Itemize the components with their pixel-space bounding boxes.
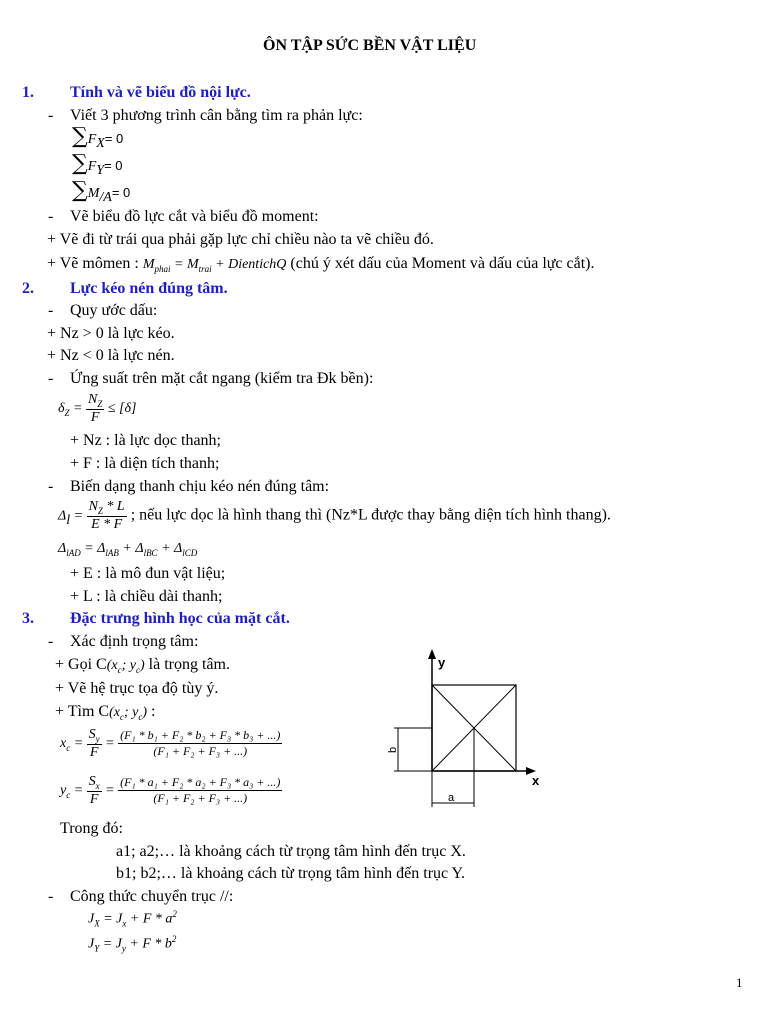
dash: - <box>48 107 54 124</box>
total-deformation-formula: $\Delta_{lAD} = \Delta_{lAB} + \Delta_{lBC} + \Delta_{lCD}$ <box>58 541 198 558</box>
stress-formula: $\delta_Z$ = $\frac{N_Z}{F}$ ≤ [δ] <box>58 392 137 425</box>
text-line: + Vẽ đi từ trái qua phải gặp lực chỉ chiều nào ta vẽ chiều đó. <box>47 231 434 248</box>
dimension-b-label: b <box>387 746 399 753</box>
page-title: ÔN TẬP SỨC BỀN VẬT LIỆU <box>263 37 477 54</box>
text-line: Vẽ biểu đồ lực cắt và biểu đồ moment: <box>70 208 319 225</box>
section-2-heading <box>22 280 422 300</box>
jy-formula: $J_Y = J_y + F * b^2$ <box>88 934 177 954</box>
text-line: b1; b2;… là khoảng cách từ trọng tâm hình đến trục Y. <box>116 865 466 882</box>
text-line: Quy ước dấu: <box>70 302 158 319</box>
text-line: + Vẽ hệ trục tọa độ tùy ý. <box>55 680 219 697</box>
section-title: Đặc trưng hình học của mặt cắt. <box>70 610 290 627</box>
equation-sum-fx: $\sum F_X= 0$ <box>72 124 124 152</box>
dash: - <box>48 208 54 225</box>
text-line: a1; a2;… là khoảng cách từ trọng tâm hình đến trục X. <box>116 843 466 860</box>
section-number: 1. <box>22 84 34 101</box>
page-number: 1 <box>736 975 743 990</box>
deformation-formula: $\Delta_l$ = $\frac{N_Z * L}{E * F}$ ; nếu lực dọc là hình thang thì (Nz*L được thay bằng diện tích hình thang). <box>58 499 611 532</box>
section-number: 2. <box>22 280 34 297</box>
section-title: Tính và vẽ biểu đồ nội lực. <box>70 84 251 101</box>
text-line: + Nz < 0 là lực nén. <box>47 347 175 364</box>
equation-sum-moment: $\sum M_{/A}= 0$ <box>72 178 131 206</box>
jx-formula: $J_X = J_x + F * a^2$ <box>88 909 177 929</box>
text-line: + L : là chiều dài thanh; <box>70 588 223 605</box>
text-line: Ứng suất trên mặt cắt ngang (kiểm tra Đk bền): <box>70 370 374 387</box>
text-line: Viết 3 phương trình cân bằng tìm ra phản lực: <box>70 107 363 124</box>
yc-formula: $y_c$ = $\frac{S_x}{F}$ = $\frac{\text{(F₁ * a₁ + F₂ * a₂ + F₃ * a₃ + ...)}}{\text{(F₁ + F₂ + F₃ + ...)}}$ <box>60 774 281 807</box>
y-axis-label: y <box>438 655 446 670</box>
text-line: Xác định trọng tâm: <box>70 633 199 650</box>
dimension-a-label: a <box>448 792 455 804</box>
text-line: + F : là diện tích thanh; <box>70 455 220 472</box>
moment-formula: $M_{phai} = M_{trai}$ + DientichQ <box>142 257 287 274</box>
x-axis-label: x <box>532 773 540 788</box>
centroid-line: + Gọi $C(x_c$; $y_c$) là trọng tâm. <box>55 656 230 675</box>
dash: - <box>48 478 54 495</box>
text-line: Biến dạng thanh chịu kéo nén đúng tâm: <box>70 478 330 495</box>
dash: - <box>48 302 54 319</box>
section-3-heading <box>22 610 422 630</box>
section-1-heading <box>22 84 422 104</box>
moment-rule-line: + Vẽ mômen : $M_{phai} = M_{trai}$ + DientichQ (chú ý xét dấu của Moment và dấu của lực cắt). <box>47 255 595 274</box>
text-line: + E : là mô đun vật liệu; <box>70 565 226 582</box>
dash: - <box>48 633 54 650</box>
xc-formula: $x_c$ = $\frac{S_y}{F}$ = $\frac{\text{(F₁ * b₁ + F₂ * b₂ + F₃ * b₃ + ...)}}{\text{(F₁ + F₂ + F₃ + ...)}}$ <box>60 727 281 760</box>
text-line: Trong đó: <box>60 820 123 837</box>
dash: - <box>48 888 54 905</box>
equation-sum-fy: $\sum F_Y= 0$ <box>72 151 123 179</box>
y-axis-arrow <box>428 649 436 659</box>
text-line: + Nz : là lực dọc thanh; <box>70 432 221 449</box>
section-title: Lực kéo nén đúng tâm. <box>70 280 228 297</box>
axis-diagram <box>380 645 560 815</box>
find-centroid-line: + Tìm $C(x_c$; $y_c$) : <box>55 703 156 722</box>
dash: - <box>48 370 54 387</box>
text-line: Công thức chuyển trục //: <box>70 888 234 905</box>
section-number: 3. <box>22 610 34 627</box>
text-line: + Nz > 0 là lực kéo. <box>47 325 175 342</box>
